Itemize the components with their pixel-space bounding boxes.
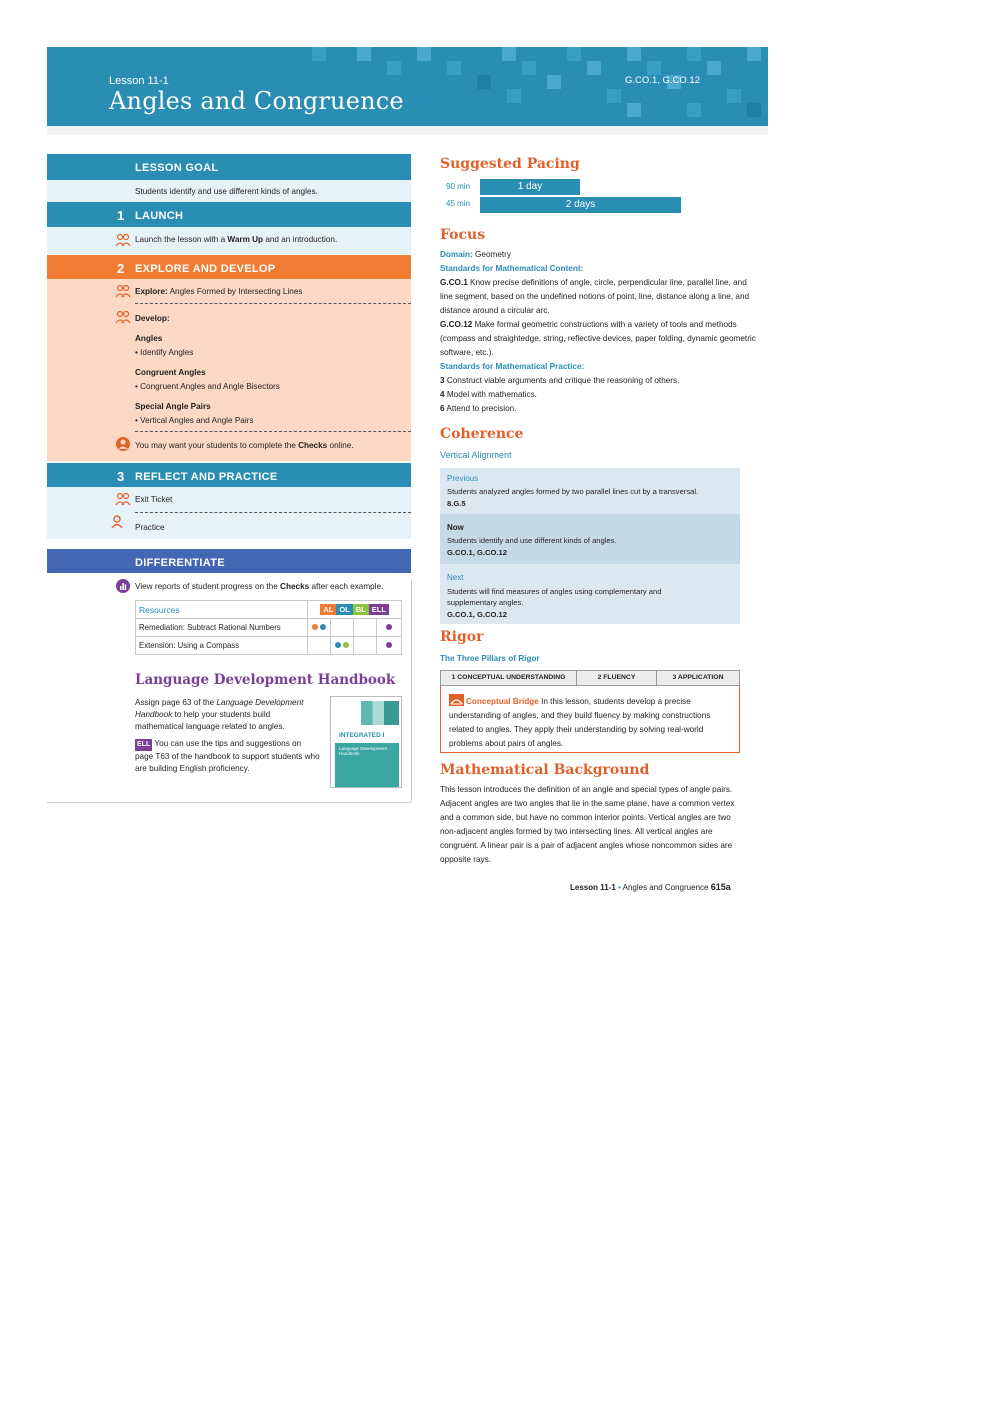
pacing-bar: 1 day (480, 179, 580, 195)
next-box (440, 564, 740, 624)
topic-title: Angles (135, 334, 163, 343)
standards-codes: G.CO.1, G.CO.12 (625, 75, 700, 86)
coherence-title: Coherence (440, 426, 524, 442)
resource-name[interactable]: Remediation: Subtract Rational Numbers (136, 619, 308, 637)
handbook-p1: Assign page 63 of the Language Development Handbook to help your students build mathematical language related to angles. (135, 698, 304, 731)
lesson-number: Lesson 11-1 (109, 75, 169, 87)
group-icon (115, 284, 131, 298)
table-header-row (136, 601, 402, 619)
explore-body (47, 279, 411, 461)
standard-g-co-1: G.CO.1 Know precise definitions of angle, circle, perpendicular line, parallel line, and line segment, based on the undefined notions of point, line, distance along a line, and distance around a circular arc. (440, 278, 750, 315)
column-divider (47, 802, 411, 803)
practice-standards-label: Standards for Mathematical Practice: (440, 362, 585, 371)
pacing-title: Suggested Pacing (440, 156, 580, 172)
explore-text: Explore: Angles Formed by Intersecting Lines (135, 287, 303, 296)
coherence-subtitle: Vertical Alignment (440, 450, 512, 460)
topic-sub: • Identify Angles (135, 348, 194, 357)
checks-text: You may want your students to complete the Checks online. (135, 441, 354, 450)
pacing-label: 45 min (446, 199, 471, 208)
practice-standard: 4 Model with mathematics. (440, 390, 537, 399)
page-footer: Lesson 11-1 • Angles and Congruence 615a (570, 882, 731, 892)
divider (135, 512, 411, 513)
lesson-goal-label: LESSON GOAL (135, 162, 219, 174)
pacing-label: 90 min (446, 182, 471, 191)
handbook-title: Language Development Handbook (135, 672, 396, 688)
pillar: 1 CONCEPTUAL UNDERSTANDING (441, 671, 577, 685)
level-dot (343, 642, 349, 648)
handbook-cover (330, 696, 402, 788)
launch-body (47, 227, 411, 254)
lesson-goal-body (47, 180, 411, 202)
now-standard: G.CO.1, G.CO.12 (447, 548, 507, 557)
background-title: Mathematical Background (440, 762, 650, 778)
reflect-bar (47, 463, 411, 487)
group-icon (115, 233, 131, 247)
reflect-label: REFLECT AND PRACTICE (135, 471, 278, 483)
reflect-body (47, 487, 411, 539)
previous-box (440, 468, 740, 514)
ell-tag: ELL (135, 739, 152, 751)
previous-standard: 8.G.5 (447, 499, 466, 508)
page-title: Angles and Congruence (109, 87, 404, 115)
explore-label: EXPLORE AND DEVELOP (135, 263, 276, 275)
topic-sub: • Congruent Angles and Angle Bisectors (135, 382, 280, 391)
level-dot (335, 642, 341, 648)
focus-title: Focus (440, 227, 486, 243)
cover-block (335, 743, 399, 787)
footer-title: Angles and Congruence (622, 883, 709, 892)
standard-g-co-12: G.CO.12 Make formal geometric constructions with a variety of tools and methods (compass and straightedge, string, reflective devices, paper folding, dynamic geometric software, etc.). (440, 320, 756, 357)
handbook-p2: ELL You can use the tips and suggestions on page T63 of the handbook to support students who are building English proficiency. (135, 739, 320, 773)
book-subtitle: Language Development Handbook (339, 746, 387, 756)
now-box (440, 514, 740, 564)
launch-bar (47, 202, 411, 227)
next-label: Next (447, 573, 464, 582)
next-text: Students will find measures of angles using complementary and supplementary angles. (447, 587, 662, 607)
resources-header: Resources (136, 601, 308, 619)
rigor-title: Rigor (440, 629, 484, 645)
focus-body (440, 248, 760, 416)
level-dot (386, 642, 392, 648)
differentiate-text: View reports of student progress on the Checks after each example. (135, 582, 384, 591)
book-title: INTEGRATED I (339, 732, 385, 739)
now-label: Now (447, 523, 464, 532)
resource-name[interactable]: Extension: Using a Compass (136, 637, 308, 655)
lesson-banner (47, 47, 768, 126)
divider (135, 431, 411, 432)
launch-number: 1 (117, 208, 125, 223)
rigor-subtitle: The Three Pillars of Rigor (440, 654, 540, 663)
differentiate-bar (47, 549, 411, 573)
exit-ticket-text: Exit Ticket (135, 495, 173, 504)
now-text: Students identify and use different kinds of angles. (447, 536, 617, 545)
banner-shadow (47, 126, 768, 135)
topic-title: Special Angle Pairs (135, 402, 211, 411)
cover-pattern (361, 701, 399, 725)
pillar: 2 FLUENCY (577, 671, 657, 685)
level-tag: BL (353, 604, 369, 615)
practice-text: Practice (135, 523, 165, 532)
lesson-goal-bar (47, 154, 411, 180)
develop-label: Develop: (135, 314, 170, 323)
resources-table (135, 600, 402, 655)
level-tags (308, 601, 402, 619)
reflect-number: 3 (117, 469, 125, 484)
group-icon (115, 492, 131, 506)
next-standard: G.CO.1, G.CO.12 (447, 610, 507, 619)
topic-sub: • Vertical Angles and Angle Pairs (135, 416, 254, 425)
differentiate-label: DIFFERENTIATE (135, 557, 225, 569)
background-text: This lesson introduces the definition of an angle and special types of angle pairs. Adjacent angles are two angles that lie in the same plane, have a common vertex and a common side, but have no common interior points. Vertical angles are two non-adjacent angles formed by two intersecting lines. All vertical angles are congruent. A linear pair is a pair of adjacent angles whose noncommon sides are opposite rays. (440, 785, 735, 864)
conceptual-bridge-text: Conceptual Bridge In this lesson, students develop a precise understanding of angles, and they build fluency by making constructions related to angles. They apply their understanding by solving real-world problems about pairs of angles. (449, 697, 711, 748)
launch-text: Launch the lesson with a Warm Up and an introduction. (135, 235, 338, 244)
conceptual-bridge-box (440, 686, 740, 753)
practice-standard: 6 Attend to precision. (440, 404, 517, 413)
previous-label: Previous (447, 474, 479, 483)
domain-line: Domain: Geometry (440, 250, 511, 259)
lesson-goal-text: Students identify and use different kinds of angles. (135, 187, 318, 196)
rigor-pillars (440, 670, 740, 686)
level-tag: AL (320, 604, 336, 615)
level-tag: OL (336, 604, 352, 615)
practice-standard: 3 Construct viable arguments and critique the reasoning of others. (440, 376, 680, 385)
level-dot (320, 624, 326, 630)
topic-title: Congruent Angles (135, 368, 206, 377)
page-number: 615a (710, 882, 731, 892)
table-row (136, 637, 402, 655)
level-tag: ELL (369, 604, 389, 615)
group-icon (115, 310, 131, 324)
person-icon (111, 515, 127, 529)
table-row (136, 619, 402, 637)
previous-text: Students analyzed angles formed by two parallel lines cut by a transversal. (447, 487, 699, 496)
column-divider (411, 580, 412, 802)
footer-lesson: Lesson 11-1 (570, 883, 616, 892)
pacing-bar: 2 days (480, 197, 681, 213)
level-dot (386, 624, 392, 630)
person-icon (115, 437, 131, 451)
content-standards-label: Standards for Mathematical Content: (440, 264, 584, 273)
chart-report-icon (116, 579, 130, 593)
explore-bar (47, 255, 411, 279)
launch-label: LAUNCH (135, 210, 184, 222)
explore-number: 2 (117, 261, 125, 276)
divider (135, 303, 411, 304)
pillar: 3 APPLICATION (672, 674, 724, 681)
level-dot (312, 624, 318, 630)
